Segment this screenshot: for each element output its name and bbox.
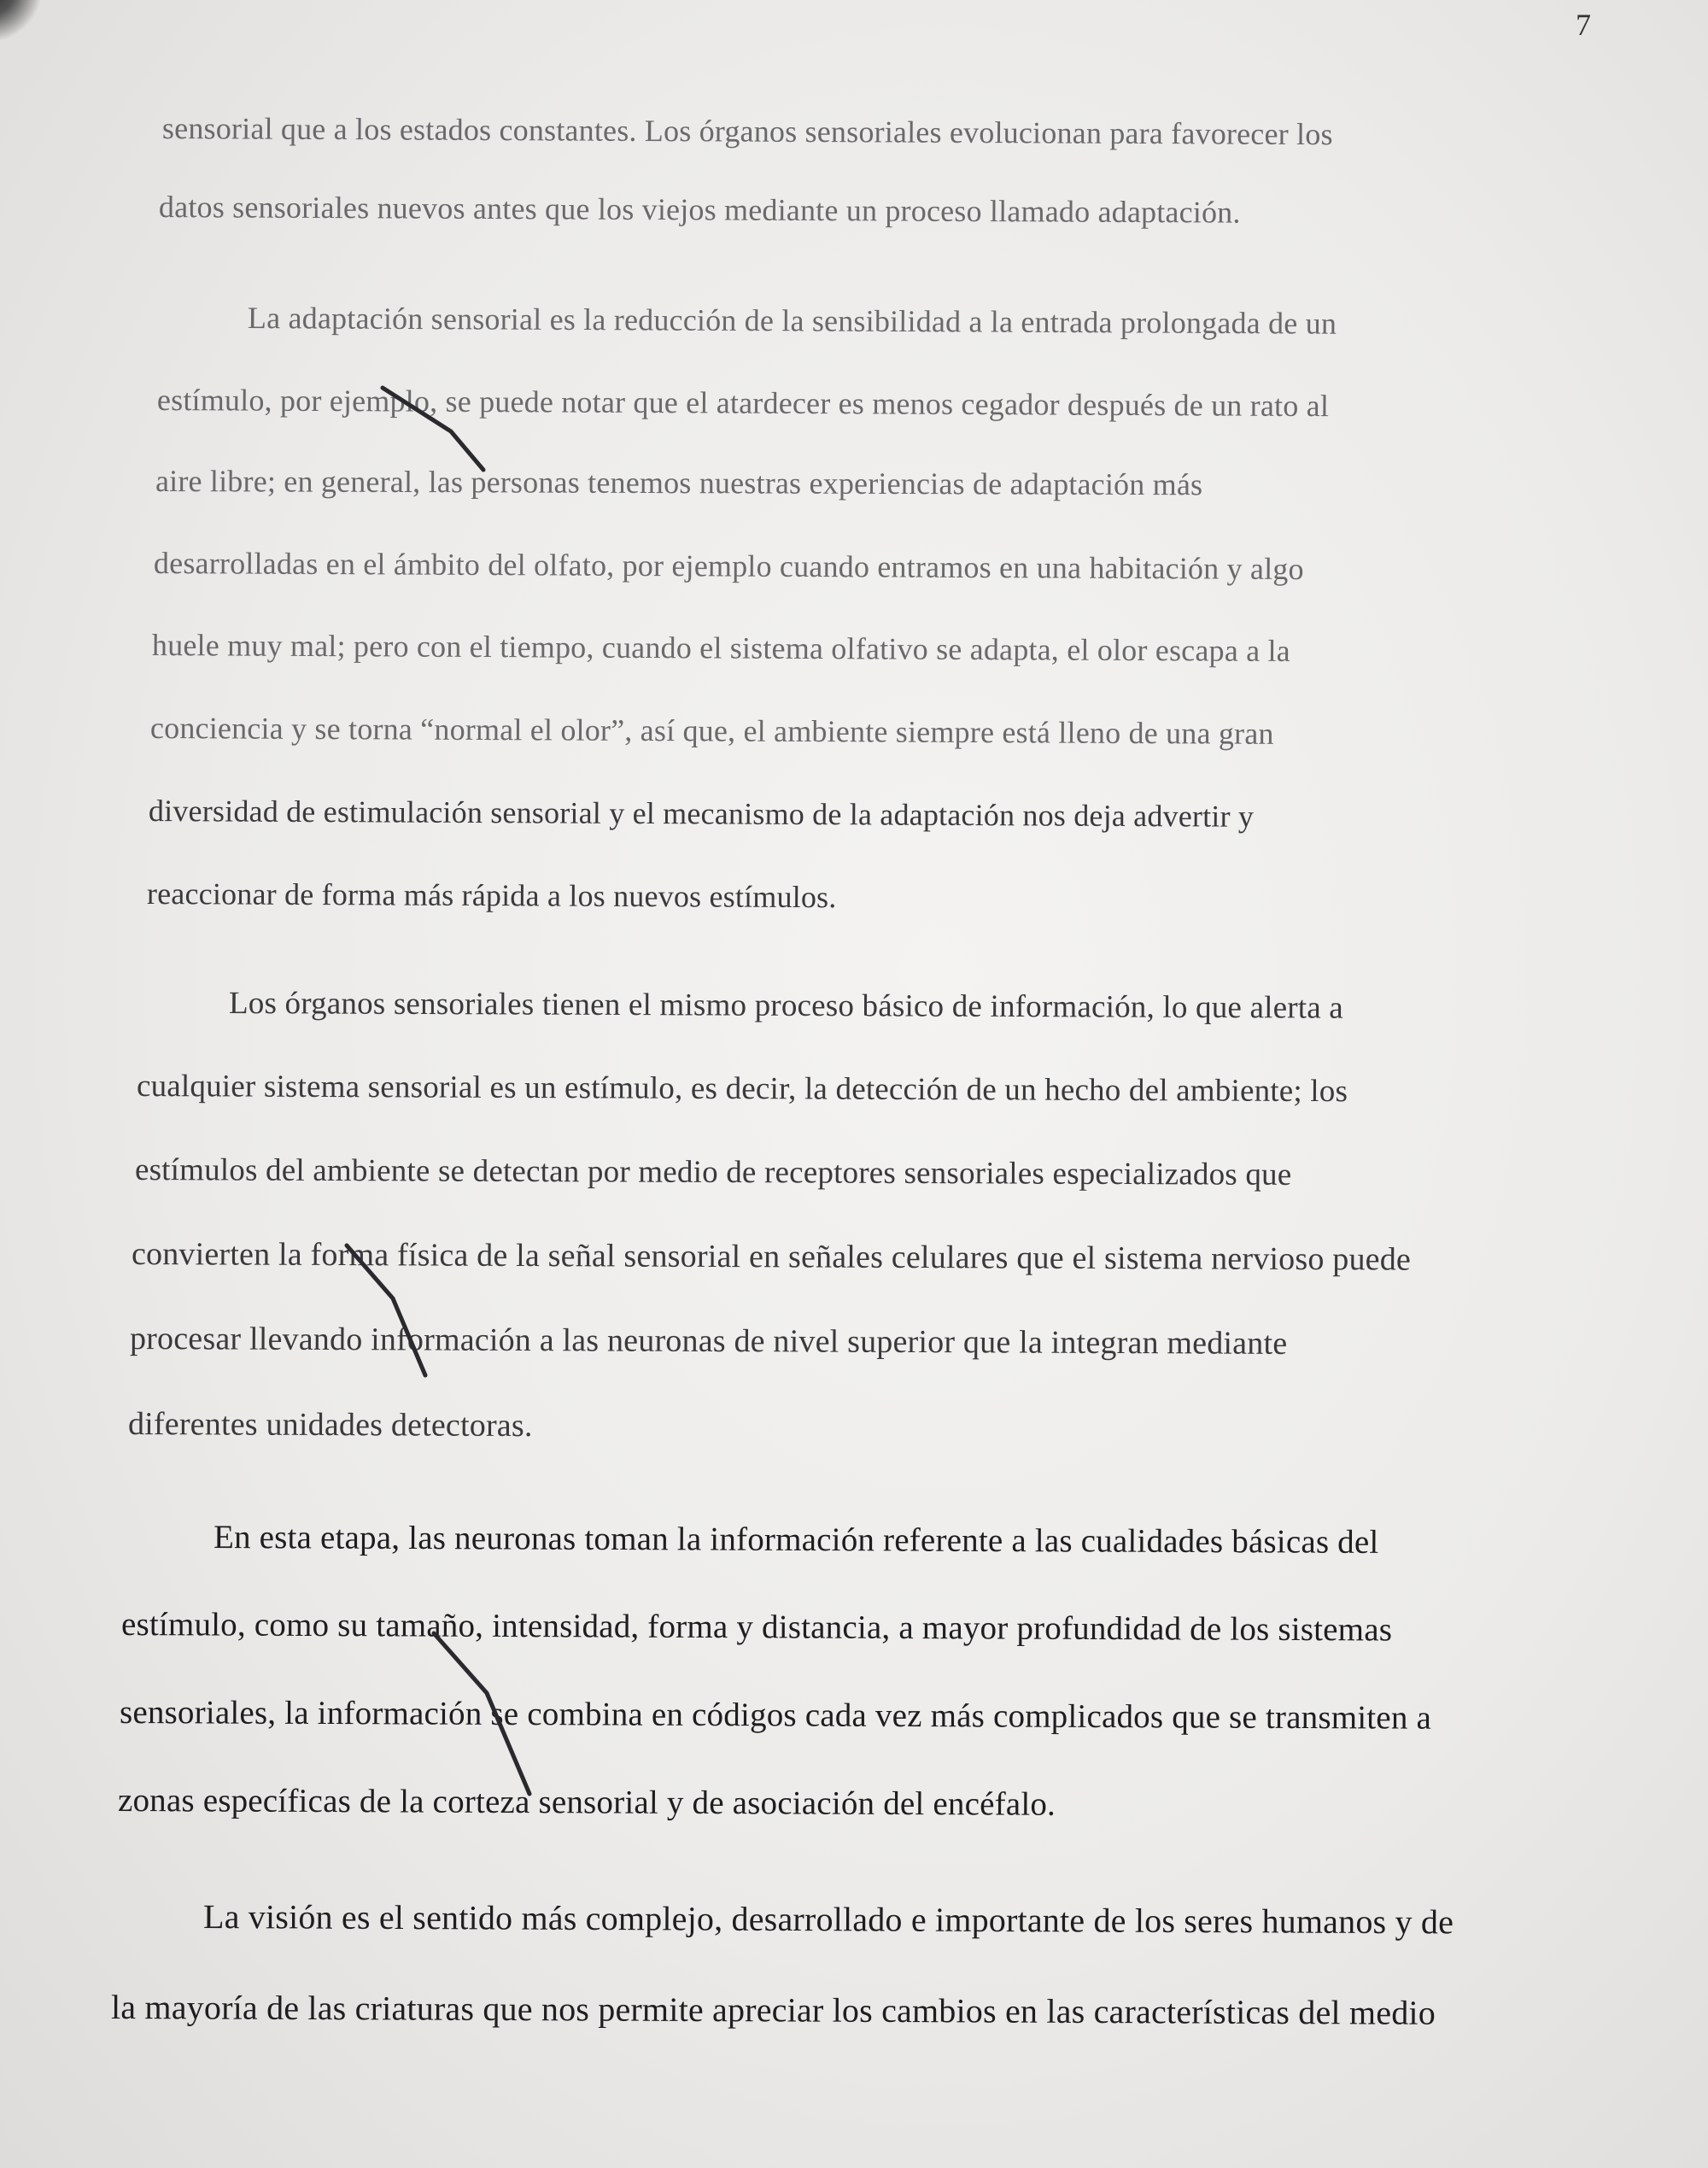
text-line-19: sensoriales, la información se combina en códigos cada vez más complicados que se transmiten a <box>119 1694 1432 1737</box>
text-line-11: Los órganos sensoriales tienen el mismo proceso básico de información, lo que alerta a <box>228 986 1344 1026</box>
text-line-13: estímulos del ambiente se detectan por medio de receptores sensoriales especializados que <box>134 1152 1292 1192</box>
page-number: 7 <box>1576 8 1591 42</box>
text-line-2: datos sensoriales nuevos antes que los viejos mediante un proceso llamado adaptación. <box>158 190 1241 230</box>
text-line-22: la mayoría de las criaturas que nos permite apreciar los cambios en las características del medio <box>110 1988 1436 2032</box>
text-line-12: cualquier sistema sensorial es un estímulo, es decir, la detección de un hecho del ambiente; los <box>136 1069 1348 1110</box>
text-line-18: estímulo, como su tamaño, intensidad, forma y distancia, a mayor profundidad de los sistemas <box>120 1606 1393 1649</box>
text-line-20: zonas específicas de la corteza sensorial y de asociación del encéfalo. <box>117 1782 1056 1823</box>
text-line-6: desarrolladas en el ámbito del olfato, por ejemplo cuando entramos en una habitación y algo <box>153 546 1304 587</box>
text-line-10: reaccionar de forma más rápida a los nuevos estímulos. <box>146 876 837 915</box>
page-corner-shadow <box>0 0 43 43</box>
text-line-9: diversidad de estimulación sensorial y el mecanismo de la adaptación nos deja advertir y <box>148 794 1255 834</box>
text-line-15: procesar llevando información a las neuronas de nivel superior que la integran mediante <box>129 1321 1288 1362</box>
text-line-8: conciencia y se torna “normal el olor”, así que, el ambiente siempre está lleno de una gran <box>149 711 1274 751</box>
text-line-16: diferentes unidades detectoras. <box>127 1406 533 1444</box>
text-line-3: La adaptación sensorial es la reducción de la sensibilidad a la entrada prolongada de un <box>247 301 1337 341</box>
text-line-21: La visión es el sentido más complejo, desarrollado e importante de los seres humanos y de <box>202 1897 1454 1942</box>
text-line-14: convierten la forma física de la señal sensorial en señales celulares que el sistema nervioso puede <box>131 1236 1412 1278</box>
text-line-7: huele muy mal; pero con el tiempo, cuando el sistema olfativo se adapta, el olor escapa a la <box>151 628 1291 668</box>
text-line-1: sensorial que a los estados constantes. Los órganos sensoriales evolucionan para favorecer los <box>161 111 1333 152</box>
text-line-4: estímulo, por ejemplo, se puede notar que el atardecer es menos cegador después de un rato al <box>156 383 1330 424</box>
text-line-5: aire libre; en general, las personas tenemos nuestras experiencias de adaptación más <box>155 464 1203 502</box>
text-line-17: En esta etapa, las neuronas toman la información referente a las cualidades básicas del <box>213 1519 1379 1561</box>
